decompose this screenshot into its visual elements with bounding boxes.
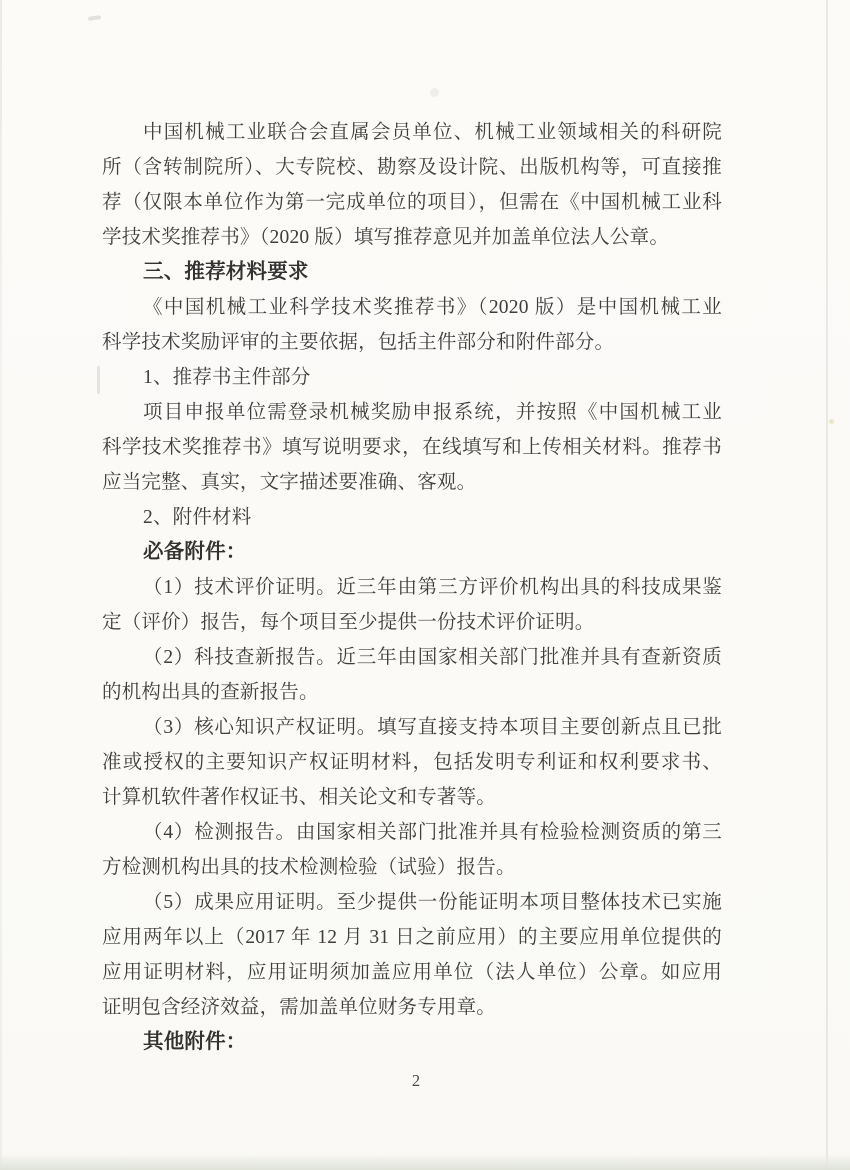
text-line: 必备附件： xyxy=(143,541,247,563)
text-line: 计算机软件著作权证书、相关论文和专著等。 xyxy=(102,787,497,808)
text-line: 科学技术奖励评审的主要依据，包括主件部分和附件部分。 xyxy=(102,332,615,353)
text-line: 应用证明材料，应用证明须加盖应用单位（法人单位）公章。如应用 xyxy=(102,962,722,983)
text-line: 定（评价）报告，每个项目至少提供一份技术评价证明。 xyxy=(102,612,595,633)
text-line: 应当完整、真实，文字描述要准确、客观。 xyxy=(102,472,477,493)
text-line: 中国机械工业联合会直属会员单位、机械工业领域相关的科研院 xyxy=(143,122,722,143)
scan-speck xyxy=(828,418,835,425)
text-line: 荐（仅限本单位作为第一完成单位的项目），但需在《中国机械工业科 xyxy=(102,192,722,213)
text-line: 其他附件： xyxy=(143,1031,247,1053)
text-line: （2）科技查新报告。近三年由国家相关部门批准并具有查新资质 xyxy=(143,647,722,668)
text-line: 科学技术奖推荐书》填写说明要求，在线填写和上传相关材料。推荐书 xyxy=(102,437,722,458)
scan-speck xyxy=(430,88,439,97)
text-line: 项目申报单位需登录机械奖励申报系统，并按照《中国机械工业 xyxy=(143,402,722,423)
scan-speck xyxy=(97,366,100,394)
text-line: （1）技术评价证明。近三年由第三方评价机构出具的科技成果鉴 xyxy=(143,577,722,598)
text-line: （5）成果应用证明。至少提供一份能证明本项目整体技术已实施 xyxy=(143,892,722,913)
page-number: 2 xyxy=(411,1071,421,1090)
text-line: 应用两年以上（2017 年 12 月 31 日之前应用）的主要应用单位提供的 xyxy=(102,927,722,948)
text-line: 方检测机构出具的技术检测检验（试验）报告。 xyxy=(102,857,516,878)
scan-crease xyxy=(826,0,828,1170)
text-line: 2、附件材料 xyxy=(143,507,252,528)
text-line: 所（含转制院所）、大专院校、勘察及设计院、出版机构等，可直接推 xyxy=(102,157,722,178)
text-line: 1、推荐书主件部分 xyxy=(143,367,311,388)
text-line: （3）核心知识产权证明。填写直接支持本项目主要创新点且已批 xyxy=(143,717,722,738)
text-line: 三、推荐材料要求 xyxy=(143,261,309,283)
text-line: 证明包含经济效益，需加盖单位财务专用章。 xyxy=(102,997,497,1018)
scan-bottom-edge xyxy=(0,1154,850,1170)
text-line: 《中国机械工业科学技术奖推荐书》（2020 版）是中国机械工业 xyxy=(143,297,722,318)
text-line: （4）检测报告。由国家相关部门批准并具有检验检测资质的第三 xyxy=(143,822,722,843)
text-line: 的机构出具的查新报告。 xyxy=(102,682,319,703)
text-line: 准或授权的主要知识产权证明材料，包括发明专利证和权利要求书、 xyxy=(102,752,722,773)
scan-speck xyxy=(88,15,101,21)
document-body xyxy=(102,115,722,1060)
scan-left-edge xyxy=(0,0,2,1170)
text-line: 学技术奖推荐书》（2020 版）填写推荐意见并加盖单位法人公章。 xyxy=(102,227,670,248)
